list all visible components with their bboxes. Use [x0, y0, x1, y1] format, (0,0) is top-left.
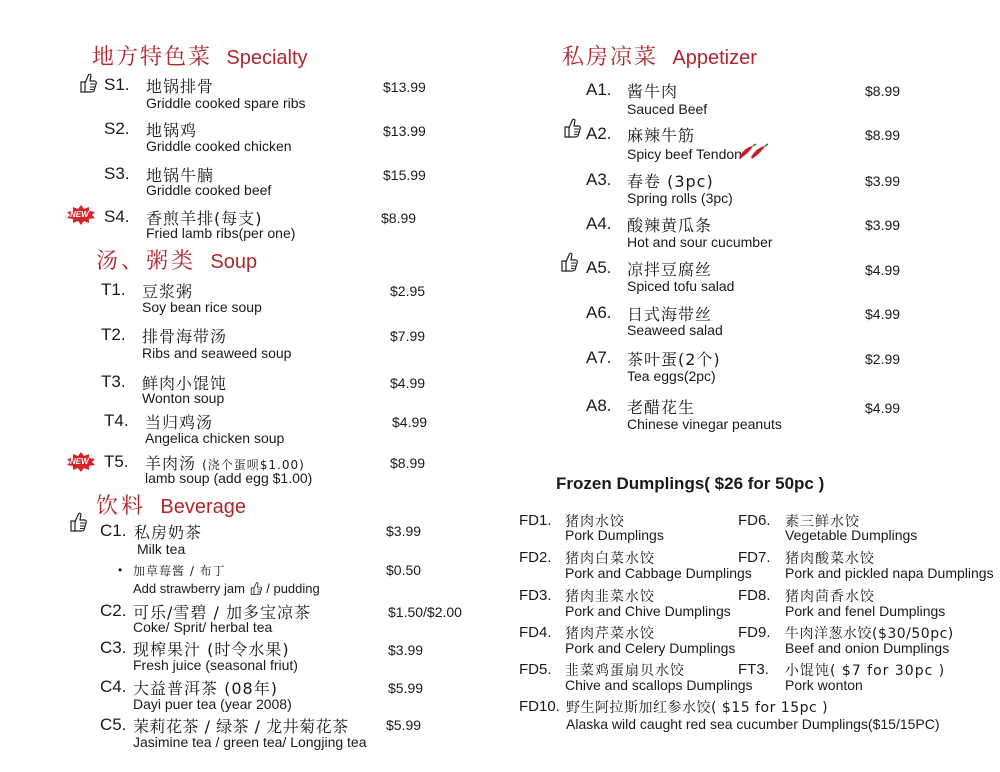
menu-item-zh: 排骨海带汤: [142, 327, 228, 346]
menu-item-zh: 凉拌豆腐丝: [627, 260, 713, 279]
menu-item-price: $13.99: [383, 123, 426, 139]
menu-item-code: A3.: [586, 170, 612, 189]
menu-item-en: Angelica chicken soup: [145, 430, 285, 446]
thumbs-up-icon: [559, 251, 579, 273]
dumpling-en: Pork and fenel Dumplings: [785, 603, 946, 619]
thumbs-up-icon: [78, 72, 98, 94]
menu-item-en: Fresh juice (seasonal friut): [133, 657, 298, 673]
dumpling-en: Pork and Celery Dumplings: [565, 640, 736, 656]
menu-item-en: Dayi puer tea (year 2008): [133, 696, 292, 712]
section-title-frozen-dumplings: Frozen Dumplings( $26 for 50pc ): [556, 474, 825, 493]
menu-item-en: Spiced tofu salad: [627, 278, 735, 294]
menu-item-zh: 现榨果汁 (时令水果): [133, 640, 290, 659]
menu-item-zh: 茉莉花茶 / 绿茶 / 龙井菊花茶: [133, 717, 349, 736]
menu-item-price: $1.50/$2.00: [388, 604, 462, 620]
dumpling-code: FD3.: [519, 587, 552, 604]
menu-item-zh-note: (浇个蛋呗$1.00): [202, 458, 305, 472]
menu-item-en: Griddle cooked beef: [146, 182, 272, 198]
menu-item-price: $8.99: [390, 455, 426, 471]
menu-item-zh: 可乐/雪碧 / 加多宝凉茶: [133, 603, 311, 622]
menu-item-price: $7.99: [390, 328, 426, 344]
menu-item-en: Spring rolls (3pc): [627, 190, 733, 206]
menu-item-price: $8.99: [865, 127, 901, 143]
dumpling-zh: 猪肉韭菜水饺: [565, 589, 655, 605]
dumpling-en: Pork Dumplings: [565, 527, 664, 543]
dumpling-code: FD1.: [519, 512, 552, 529]
dumpling-zh: 猪肉酸菜水饺: [785, 551, 875, 567]
section-title-beverage-zh: 饮料: [96, 494, 147, 519]
menu-item-code: C3.: [100, 638, 127, 657]
menu-item-en-part: / pudding: [266, 581, 320, 596]
menu-item-code: C2.: [100, 601, 127, 620]
menu-item-price: $0.50: [386, 562, 422, 578]
menu-item-price: $3.99: [865, 217, 901, 233]
menu-item-zh: 茶叶蛋(2个): [627, 350, 721, 369]
menu-item-price: $8.99: [865, 83, 901, 99]
section-title-specialty: [92, 40, 308, 71]
menu-item-price: $4.99: [865, 400, 901, 416]
thumbs-up-icon: [68, 511, 88, 533]
menu-item-en: Jasimine tea / green tea/ Longjing tea: [133, 734, 367, 750]
menu-item-en-part: Add strawberry jam: [133, 581, 245, 596]
dumpling-code: FD6.: [738, 512, 771, 529]
menu-item-en: Milk tea: [137, 541, 186, 557]
dumpling-en: Pork and Cabbage Dumplings: [565, 565, 752, 581]
menu-item-zh: 酸辣黄瓜条: [627, 216, 713, 235]
menu-item-en: Seaweed salad: [627, 322, 723, 338]
section-title-appetizer: [562, 40, 757, 71]
new-badge-label: NEW: [70, 457, 89, 466]
menu-item-zh: 麻辣牛筋: [627, 126, 696, 145]
thumbs-up-icon: [249, 581, 263, 596]
menu-item-en: Spicy beef Tendon: [627, 146, 742, 162]
menu-item-price: $3.99: [865, 173, 901, 189]
menu-item-code: T3.: [101, 372, 126, 391]
menu-item-zh: 地锅牛腩: [146, 166, 215, 185]
dumpling-en: Chive and scallops Dumplings: [565, 677, 753, 693]
menu-item-code: S2.: [104, 119, 130, 138]
menu-item-en: Soy bean rice soup: [142, 299, 262, 315]
dumpling-en: Pork and pickled napa Dumplings: [785, 565, 994, 581]
menu-item-zh: 当归鸡汤: [145, 413, 214, 432]
menu-item-en: Sauced Beef: [627, 101, 708, 117]
menu-item-zh: 加草莓酱 / 布丁: [133, 564, 226, 578]
menu-item-price: $4.99: [865, 306, 901, 322]
dumpling-code: FD7.: [738, 549, 771, 566]
menu-item-en: Chinese vinegar peanuts: [627, 416, 782, 432]
menu-item-code: T2.: [101, 325, 126, 344]
menu-item-en: Griddle cooked spare ribs: [146, 95, 306, 111]
menu-item-code: C1.: [100, 521, 127, 540]
dumpling-zh: 小馄饨( $7 for 30pc ): [785, 663, 946, 679]
menu-item-zh: 私房奶茶: [134, 523, 203, 542]
section-title-beverage-en: Beverage: [160, 496, 247, 518]
menu-item-en: [133, 581, 320, 596]
menu-item-code: S3.: [104, 164, 130, 183]
menu-item-price: $4.99: [390, 375, 426, 391]
menu-item-price: $8.99: [381, 210, 417, 226]
menu-item-price: $3.99: [388, 642, 424, 658]
section-title-soup-en: Soup: [210, 251, 258, 273]
menu-item-en: Coke/ Sprit/ herbal tea: [133, 619, 273, 635]
menu-item-zh: 地锅鸡: [146, 121, 198, 140]
dumpling-en: Alaska wild caught red sea cucumber Dumplings($15/15PC): [566, 716, 940, 732]
menu-item-en: Ribs and seaweed soup: [142, 345, 292, 361]
dumpling-en: Vegetable Dumplings: [785, 527, 918, 543]
dumpling-en: Beef and onion Dumplings: [785, 640, 950, 656]
menu-item-code: A2.: [586, 124, 612, 143]
section-title-specialty-zh: 地方特色菜: [92, 45, 213, 70]
dumpling-code: FD10.: [519, 698, 560, 715]
menu-item-en: lamb soup (add egg $1.00): [145, 470, 313, 486]
menu-item-zh: 鲜肉小馄饨: [142, 374, 228, 393]
dumpling-en: Pork wonton: [785, 677, 863, 693]
dumpling-zh: 猪肉水饺: [565, 514, 625, 530]
menu-item-price: $4.99: [392, 414, 428, 430]
menu-item-price: $5.99: [386, 717, 422, 733]
menu-item-price: $5.99: [388, 680, 424, 696]
chili-pepper-icon: [737, 143, 769, 161]
dumpling-code: FD2.: [519, 549, 552, 566]
dumpling-code: FT3.: [738, 661, 769, 678]
menu-item-code: C4.: [100, 677, 127, 696]
menu-item-en: Hot and sour cucumber: [627, 234, 773, 250]
dumpling-code: FD9.: [738, 624, 771, 641]
menu-item-code: A6.: [586, 303, 612, 322]
dumpling-zh: 猪肉芹菜水饺: [565, 626, 655, 642]
menu-item-price: $2.99: [865, 351, 901, 367]
dumpling-zh: 素三鲜水饺: [785, 514, 860, 530]
menu-item-code: A1.: [586, 80, 612, 99]
section-title-soup-zh: 汤、粥类: [96, 249, 197, 274]
menu-item-code: S1.: [104, 75, 130, 94]
menu-item-code: A7.: [586, 348, 612, 367]
dumpling-code: FD4.: [519, 624, 552, 641]
dumpling-en: Pork and Chive Dumplings: [565, 603, 731, 619]
menu-item-price: $13.99: [383, 79, 426, 95]
menu-item-code: A5.: [586, 258, 612, 277]
menu-item-en: Tea eggs(2pc): [627, 368, 716, 384]
dumpling-code: FD5.: [519, 661, 552, 678]
menu-item-zh: 地锅排骨: [146, 77, 215, 96]
thumbs-up-icon: [562, 117, 582, 139]
menu-item-code: A4.: [586, 214, 612, 233]
dumpling-zh: 牛肉洋葱水饺($30/50pc): [785, 626, 954, 642]
menu-item-code: T5.: [104, 452, 129, 471]
menu-item-zh: 大益普洱茶 (08年): [133, 679, 278, 698]
menu-item-zh: 日式海带丝: [627, 305, 713, 324]
menu-item-code: A8.: [586, 396, 612, 415]
new-badge: [66, 452, 96, 472]
dumpling-zh: 韭菜鸡蛋扇贝水饺: [565, 663, 685, 679]
menu-item-price: $2.95: [390, 283, 426, 299]
menu-item-code: T1.: [101, 280, 126, 299]
dumpling-code: FD8.: [738, 587, 771, 604]
dumpling-zh: 猪肉茴香水饺: [785, 589, 875, 605]
section-title-appetizer-en: Appetizer: [672, 47, 757, 69]
dumpling-zh: 猪肉白菜水饺: [565, 551, 655, 567]
menu-item-price: $4.99: [865, 262, 901, 278]
menu-item-zh: 老醋花生: [627, 398, 696, 417]
menu-item-bullet: •: [118, 563, 123, 577]
menu-item-en: Wonton soup: [142, 390, 225, 406]
menu-item-price: $15.99: [383, 167, 426, 183]
menu-item-zh-main: 羊肉汤: [145, 454, 197, 473]
menu-item-en: Griddle cooked chicken: [146, 138, 292, 154]
new-badge: [66, 205, 96, 225]
menu-item-zh: 春卷 (3pc): [627, 172, 714, 191]
section-title-beverage: [96, 489, 246, 520]
menu-item-code: T4.: [104, 411, 129, 430]
new-badge-label: NEW: [70, 210, 89, 219]
dumpling-zh: 野生阿拉斯加红参水饺( $15 for 15pc ): [566, 700, 829, 716]
menu-item-code: C5.: [100, 715, 127, 734]
section-title-soup: [96, 244, 257, 275]
menu-item-code: S4.: [104, 207, 130, 226]
section-title-specialty-en: Specialty: [226, 47, 308, 69]
menu-item-price: $3.99: [386, 523, 422, 539]
menu-item-en: Fried lamb ribs(per one): [146, 225, 296, 241]
section-title-appetizer-zh: 私房凉菜: [562, 45, 659, 70]
menu-item-zh: 酱牛肉: [627, 82, 679, 101]
menu-item-zh: 香煎羊排(每支): [146, 209, 263, 228]
menu-item-zh: 豆浆粥: [142, 282, 194, 301]
